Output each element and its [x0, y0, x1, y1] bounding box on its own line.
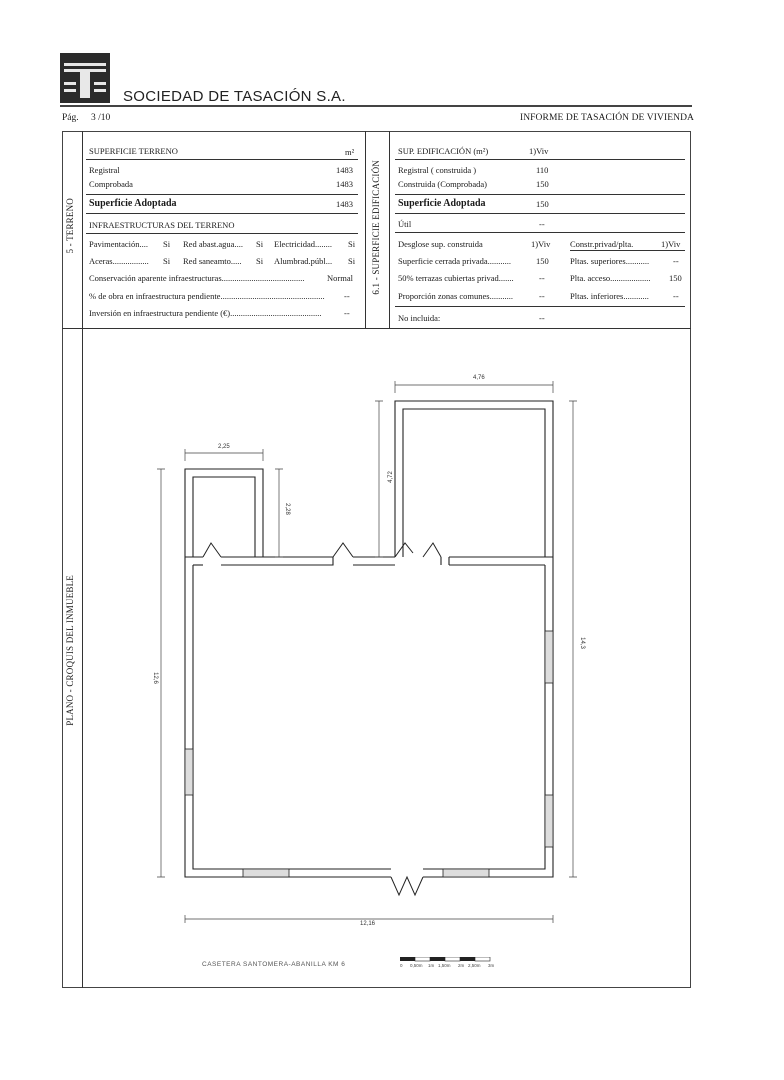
dim-main-height: 12,6 — [151, 672, 158, 684]
page-label: Pág. — [62, 113, 79, 123]
side-label-terreno: 5 - TERRENO — [65, 198, 75, 254]
terreno-rule-3 — [86, 213, 358, 214]
dim-right-annex: 4,72 — [387, 471, 394, 483]
infra-alumbrado-value: Si — [348, 256, 356, 266]
plta-inferiores-label: Pltas. inferiores............ — [570, 291, 649, 301]
company-logo-icon — [60, 53, 110, 103]
desglose-terrazas-value: -- — [539, 273, 545, 283]
desglose-header: Desglose sup. construida — [398, 239, 483, 249]
edif-title: SUP. EDIFICACIÓN (m²) — [398, 146, 489, 156]
right-annex-walls — [395, 401, 553, 557]
side-label-edificacion: 6.1 - SUPERFICIE EDIFICACIÓN — [371, 160, 381, 295]
dim-top-left: 2,25 — [218, 444, 230, 450]
dim-line-total-height — [569, 401, 577, 877]
edif-util-label: Útil — [398, 219, 412, 229]
window-left — [185, 749, 193, 795]
scale-label: 2m — [458, 963, 465, 968]
terreno-rule-2 — [86, 194, 358, 195]
no-incluida-label: No incluida: — [398, 313, 441, 323]
window-bottom-left — [243, 869, 289, 877]
edif-util-value: -- — [539, 219, 545, 229]
plta-superiores-value: -- — [673, 256, 679, 266]
terreno-comprobada-value: 1483 — [336, 179, 353, 189]
middle-divider — [365, 131, 366, 328]
edif-registral-value: 110 — [536, 165, 549, 175]
company-name: SOCIEDAD DE TASACIÓN S.A. — [123, 88, 346, 105]
terreno-registral-label: Registral — [89, 165, 120, 175]
edif-construida-label: Construida (Comprobada) — [398, 179, 487, 189]
infra-saneamiento-value: Si — [256, 256, 264, 266]
infra-title: INFRAESTRUCTURAS DEL TERRENO — [89, 220, 235, 230]
desglose-col: 1)Viv — [531, 239, 551, 249]
terreno-registral-value: 1483 — [336, 165, 353, 175]
dim-top-right: 4,76 — [473, 375, 485, 381]
infra-aceras-value: Si — [163, 256, 171, 266]
edif-rule-3 — [395, 213, 685, 214]
scale-label: 1,50m — [438, 963, 451, 968]
terreno-comprobada-label: Comprobada — [89, 179, 133, 189]
infra-pavimentacion-value: Si — [163, 239, 171, 249]
scale-label: 3m — [488, 963, 495, 968]
desglose-comunes-label: Proporción zonas comunes........... — [398, 291, 513, 301]
desglose-cerrada-label: Superficie cerrada privada........... — [398, 256, 512, 266]
dim-line-top-right — [395, 381, 553, 393]
edif-rule-4 — [395, 232, 685, 233]
plta-acceso-value: 150 — [669, 273, 682, 283]
terreno-adopted-value: 1483 — [336, 199, 353, 209]
page-number: 3 /10 — [91, 113, 111, 123]
plta-acceso-label: Plta. acceso................... — [570, 273, 651, 283]
dim-total-height: 14,3 — [578, 637, 585, 649]
main-wall-left-bottom — [185, 557, 391, 877]
plta-superiores-label: Pltas. superiores........... — [570, 256, 650, 266]
inversion-label: Inversión en infraestructura pendiente (€)........................................... — [89, 308, 322, 318]
edif-rule-5 — [395, 306, 685, 307]
terreno-title-rule — [86, 159, 358, 160]
scale-label: 0 — [400, 963, 403, 968]
terreno-unit: m² — [345, 147, 355, 157]
constr-privad-col: 1)Viv — [661, 239, 681, 249]
dim-line-main-height — [157, 469, 165, 877]
header-rule — [60, 105, 692, 107]
dim-total-width: 12,16 — [360, 921, 376, 927]
conservacion-label: Conservación aparente infraestructuras....................................... — [89, 273, 305, 283]
dim-line-left-annex — [275, 469, 283, 557]
infra-pavimentacion-label: Pavimentación.... — [89, 239, 149, 249]
dim-line-top-left — [185, 449, 263, 461]
infra-electricidad-value: Si — [348, 239, 356, 249]
infra-agua-label: Red abast.agua.... — [183, 239, 243, 249]
side-label-plano: PLANO - CROQUIS DEL INMUEBLE — [65, 575, 75, 726]
infra-aceras-label: Aceras................. — [89, 256, 149, 266]
edif-adopted-value: 150 — [536, 199, 549, 209]
plta-inferiores-value: -- — [673, 291, 679, 301]
inversion-value: -- — [344, 308, 350, 318]
terreno-adopted-label: Superficie Adoptada — [89, 198, 177, 209]
plan-caption: CASETERA SANTOMERA-ABANILLA KM 6 — [202, 961, 346, 968]
obra-pendiente-value: -- — [344, 291, 350, 301]
no-incluida-value: -- — [539, 313, 545, 323]
scale-label: 1m — [428, 963, 435, 968]
scale-bar — [400, 957, 495, 971]
infra-alumbrado-label: Alumbrad.públ... — [274, 256, 333, 266]
dim-left-annex: 2,28 — [283, 503, 290, 515]
dim-line-right-annex — [375, 401, 383, 557]
door-left-annex — [203, 543, 221, 557]
window-right-lower — [545, 795, 553, 847]
edificacion-label-divider — [389, 131, 390, 328]
door-main-bottom — [391, 877, 423, 895]
scale-label: 0,50m — [410, 963, 423, 968]
edif-construida-value: 150 — [536, 179, 549, 189]
infra-saneamiento-label: Red saneamto..... — [183, 256, 242, 266]
infra-rule — [86, 233, 358, 234]
page-indicator — [62, 113, 110, 123]
infra-electricidad-label: Electricidad........ — [274, 239, 333, 249]
edif-adopted-label: Superficie Adoptada — [398, 198, 486, 209]
window-bottom-right — [443, 869, 489, 877]
desglose-terrazas-label: 50% terrazas cubiertas privad....... — [398, 273, 514, 283]
terreno-title: SUPERFICIE TERRENO — [89, 146, 178, 156]
main-wall-right-bottom — [423, 557, 553, 877]
left-annex-walls — [185, 469, 263, 557]
floor-plan — [83, 329, 690, 987]
infra-agua-value: Si — [256, 239, 264, 249]
desglose-comunes-value: -- — [539, 291, 545, 301]
obra-pendiente-label: % de obra en infraestructura pendiente................................................. — [89, 291, 325, 301]
constr-privad-rule — [570, 250, 685, 251]
desglose-cerrada-value: 150 — [536, 256, 549, 266]
door-right-annex — [395, 543, 413, 557]
window-right-upper — [545, 631, 553, 683]
scale-label: 2,50m — [468, 963, 481, 968]
edif-col-header: 1)Viv — [529, 146, 549, 156]
conservacion-value: Normal — [327, 273, 353, 283]
edif-registral-label: Registral ( construida ) — [398, 165, 477, 175]
edif-title-rule — [395, 159, 685, 160]
constr-privad-header: Constr.privad/plta. — [570, 239, 634, 249]
door-main-top — [333, 543, 353, 557]
edif-rule-2 — [395, 194, 685, 195]
report-title: INFORME DE TASACIÓN DE VIVIENDA — [519, 113, 694, 123]
